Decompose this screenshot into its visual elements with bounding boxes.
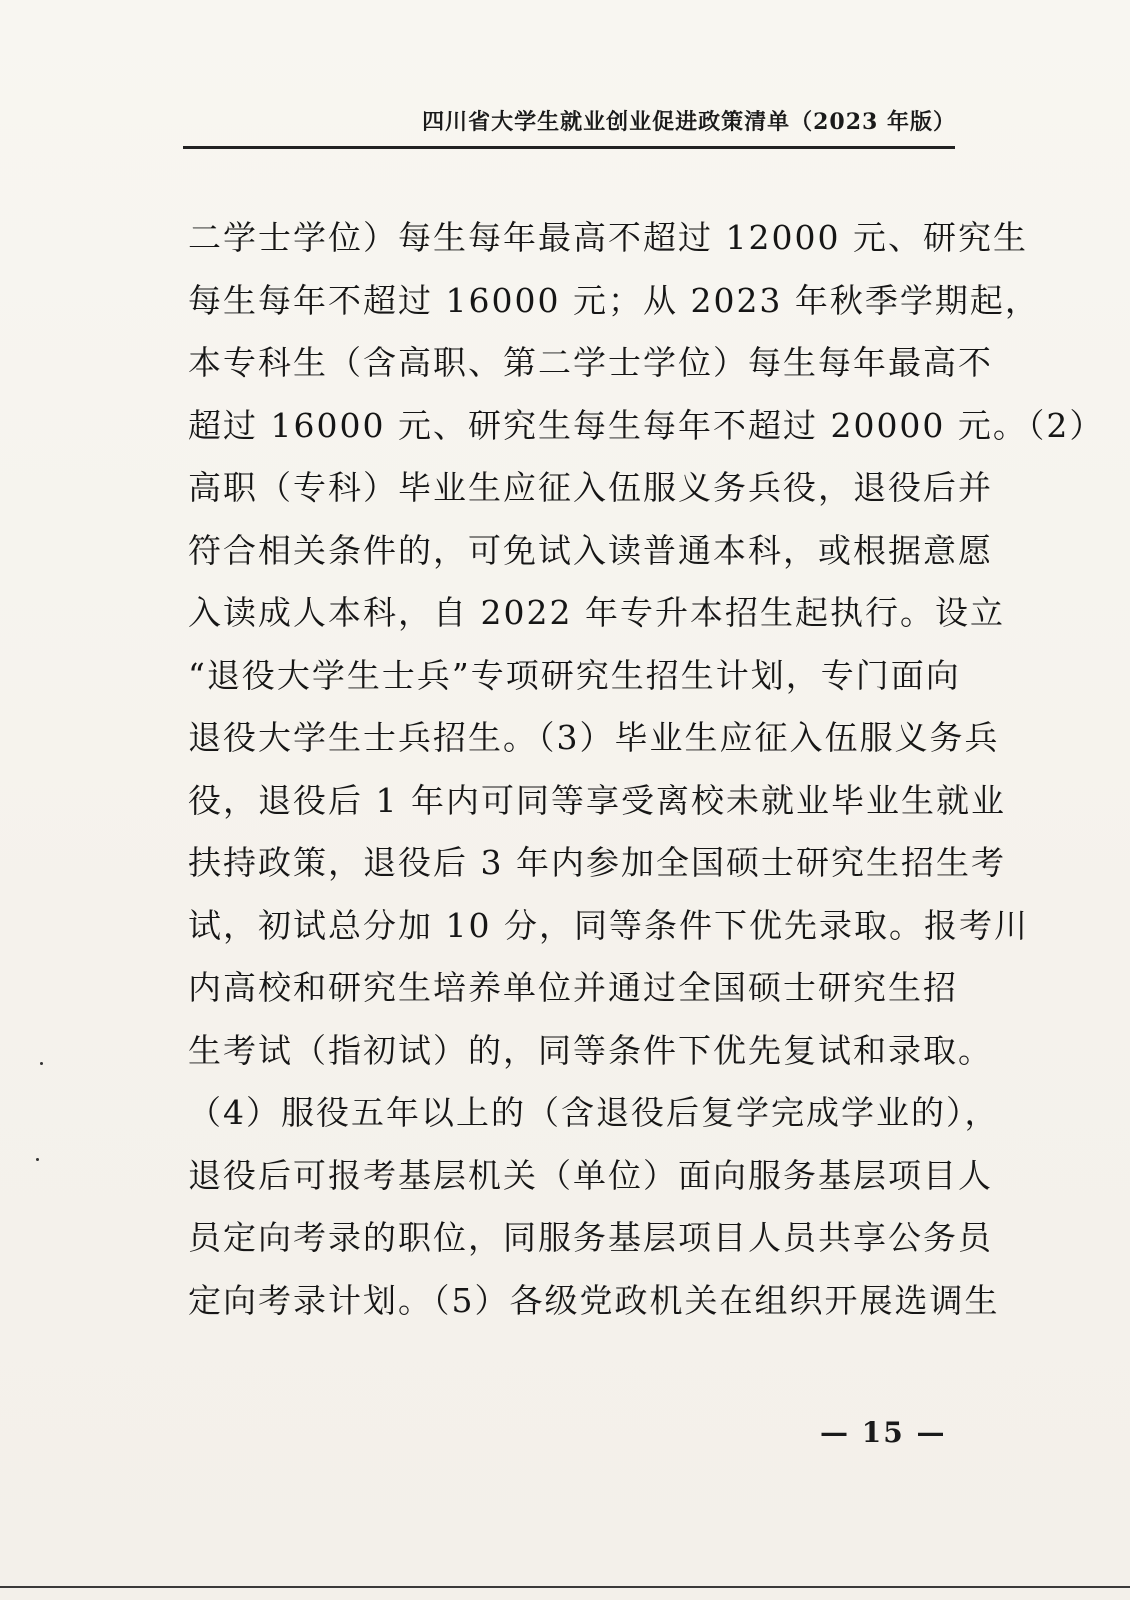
text-line: 每生每年不超过 16000 元；从 2023 年秋季学期起，: [188, 280, 1040, 320]
text-line: 定向考录计划。（5）各级党政机关在组织开展选调生: [188, 1280, 1000, 1320]
text-line: 二学士学位）每生每年最高不超过 12000 元、研究生: [188, 218, 1028, 257]
page-header-title: 四川省大学生就业创业促进政策清单（2023 年版）: [422, 109, 956, 135]
text-line: 本专科生（含高职、第二学士学位）每生每年最高不: [188, 343, 993, 382]
text-line: （4）服役五年以上的（含退役后复学完成学业的），: [188, 1093, 1000, 1132]
text-line: 超过 16000 元、研究生每生每年不超过 20000 元。（2）: [188, 405, 1105, 445]
body-text: [188, 216, 1105, 1341]
text-line: 役，退役后 1 年内可同等享受离校未就业毕业生就业: [188, 780, 1006, 820]
text-line: 扶持政策，退役后 3 年内参加全国硕士研究生招生考: [188, 843, 1006, 882]
text-line: “退役大学生士兵”专项研究生招生计划，专门面向: [188, 655, 961, 695]
text-line: 试，初试总分加 10 分，同等条件下优先录取。报考川: [188, 905, 1029, 945]
header-rule: [183, 146, 955, 149]
text-line: 退役后可报考基层机关（单位）面向服务基层项目人: [188, 1155, 993, 1195]
scan-speck: [36, 1158, 39, 1161]
page-bottom-edge: [0, 1586, 1130, 1588]
text-line: 退役大学生士兵招生。（3）毕业生应征入伍服义务兵: [188, 718, 1000, 757]
text-line: 员定向考录的职位，同服务基层项目人员共享公务员: [188, 1218, 993, 1257]
text-line: 符合相关条件的，可免试入读普通本科，或根据意愿: [188, 530, 993, 570]
scan-speck: [40, 1062, 43, 1065]
text-line: 高职（专科）毕业生应征入伍服义务兵役，退役后并: [188, 468, 993, 507]
page-number: — 15 —: [820, 1416, 947, 1449]
text-line: 内高校和研究生培养单位并通过全国硕士研究生招: [188, 968, 958, 1007]
text-line: 入读成人本科，自 2022 年专升本招生起执行。设立: [188, 593, 1005, 632]
text-line: 生考试（指初试）的，同等条件下优先复试和录取。: [188, 1030, 993, 1070]
